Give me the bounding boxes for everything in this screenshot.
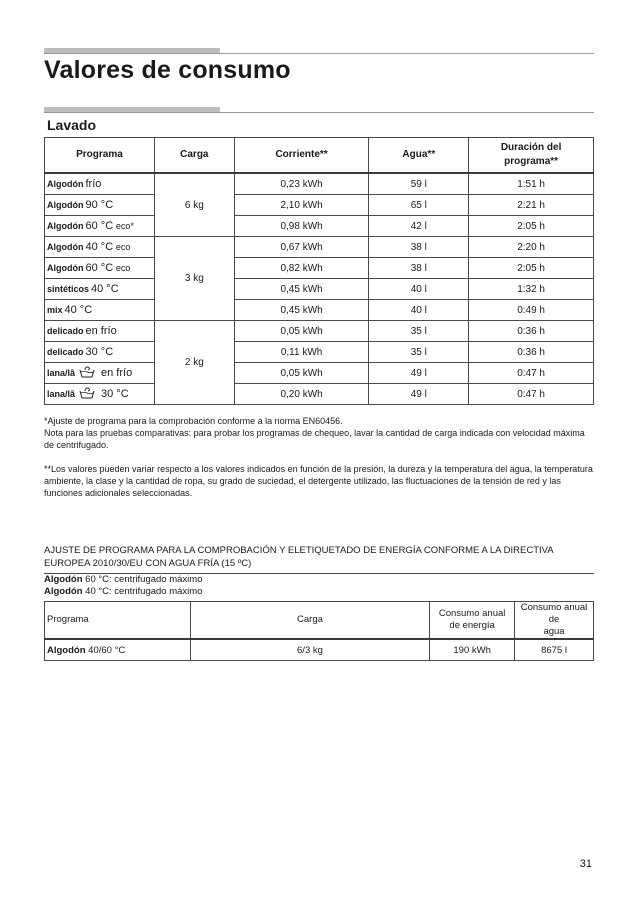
header-carga: Carga (154, 138, 234, 174)
page-number: 31 (579, 858, 592, 870)
row-agua: 38 l (369, 237, 469, 258)
table-row (45, 195, 594, 216)
row-agua: 40 l (369, 279, 469, 300)
row-agua: 40 l (369, 300, 469, 321)
row-corriente: 0,45 kWh (234, 279, 369, 300)
footnote-1 (44, 415, 596, 451)
row-programa (45, 237, 155, 258)
annual-row-energia: 190 kWh (430, 639, 515, 661)
annual-table-header-row (45, 602, 594, 640)
program-name: delicado (47, 347, 84, 357)
program-name: delicado (47, 326, 84, 336)
row-agua: 49 l (369, 384, 469, 405)
program-name: Algodón (47, 242, 84, 252)
row-corriente: 0,11 kWh (234, 342, 369, 363)
row-agua: 42 l (369, 216, 469, 237)
annual-row-carga: 6/3 kg (190, 639, 429, 661)
handwash-basin-icon (79, 387, 95, 402)
program-mode: eco (115, 263, 131, 273)
table-row (45, 279, 594, 300)
table-row (45, 363, 594, 384)
program-temperature: 90 °C (85, 199, 114, 211)
wash-consumption-table (44, 137, 594, 405)
program-name: sintéticos (47, 284, 90, 294)
row-programa (45, 173, 155, 195)
table-row (45, 216, 594, 237)
row-duracion: 0:36 h (469, 342, 594, 363)
row-programa (45, 195, 155, 216)
row-corriente: 2,10 kWh (234, 195, 369, 216)
header-agua: Agua** (369, 138, 469, 174)
program-name: Algodón (47, 263, 84, 273)
row-duracion: 2:05 h (469, 258, 594, 279)
row-corriente: 0,05 kWh (234, 321, 369, 342)
row-programa (45, 258, 155, 279)
annual-row-program-name: Algodón (47, 644, 86, 656)
table-row (45, 384, 594, 405)
energy-program-2-name: Algodón (44, 586, 83, 597)
annual-header-energia-line2: de energía (449, 620, 495, 631)
program-temperature: en frío (85, 325, 117, 337)
energy-program-2-desc: 40 °C: centrifugado máximo (85, 586, 203, 597)
footnote-1-line1: *Ajuste de programa para la comprobación conforme a la norma EN60456. (44, 416, 343, 426)
annual-header-carga: Carga (190, 602, 429, 640)
annual-header-energia (430, 602, 515, 640)
table-row (45, 321, 594, 342)
row-corriente: 0,05 kWh (234, 363, 369, 384)
row-carga: 6 kg (154, 173, 234, 237)
annual-header-programa: Programa (45, 602, 191, 640)
program-temperature: 60 °C (85, 220, 114, 232)
section-title: Lavado (47, 117, 97, 133)
header-duracion-line1: Duración del (500, 142, 562, 153)
title-rule (44, 53, 594, 54)
program-temperature: 30 °C (85, 346, 114, 358)
program-name: Algodón (47, 179, 84, 189)
row-programa (45, 216, 155, 237)
page-title: Valores de consumo (44, 56, 291, 84)
energy-program-line-2 (44, 586, 594, 598)
row-carga: 2 kg (154, 321, 234, 405)
handwash-basin-icon (79, 366, 95, 381)
row-corriente: 0,82 kWh (234, 258, 369, 279)
program-name: mix (47, 305, 63, 315)
program-name: lana/lã (47, 388, 76, 399)
table-row (45, 342, 594, 363)
row-duracion: 2:05 h (469, 216, 594, 237)
row-programa (45, 279, 155, 300)
row-duracion: 2:20 h (469, 237, 594, 258)
table-header-row (45, 138, 594, 174)
energy-label-programs (44, 574, 594, 598)
table-row (45, 300, 594, 321)
program-name: Algodón (47, 200, 84, 210)
energy-program-line-1 (44, 574, 594, 586)
annual-header-energia-line1: Consumo anual (438, 608, 506, 619)
table-row (45, 173, 594, 195)
annual-row-program-temp: 40/60 °C (88, 644, 126, 656)
program-mode: eco (115, 242, 131, 252)
header-corriente: Corriente** (234, 138, 369, 174)
row-corriente: 0,23 kWh (234, 173, 369, 195)
row-duracion: 2:21 h (469, 195, 594, 216)
row-programa (45, 384, 155, 405)
energy-program-1-desc: 60 °C: centrifugado máximo (85, 574, 203, 585)
program-temperature: 40 °C (91, 283, 119, 295)
program-temperature: 40 °C (64, 304, 93, 316)
annual-header-agua-line2: agua (543, 626, 565, 637)
footnote-2 (44, 463, 596, 499)
row-duracion: 1:32 h (469, 279, 594, 300)
section-rule (44, 112, 594, 113)
annual-header-agua (515, 602, 594, 640)
energy-program-1-name: Algodón (44, 574, 83, 585)
row-programa (45, 363, 155, 384)
annual-consumption-table (44, 601, 594, 661)
footnote-2-text: **Los valores pueden variar respecto a los valores indicados en función de la presión, la dureza y la temperatura del agua, la temperatura ambiente, la clase y la cantidad de ropa, su grado de suciedad, el detergente utilizado, las fluctuaciones de la tensión de red y las funciones adicionales seleccionadas. (44, 464, 593, 498)
row-duracion: 0:47 h (469, 363, 594, 384)
program-temperature: 30 °C (101, 387, 129, 400)
table-row (45, 258, 594, 279)
row-agua: 65 l (369, 195, 469, 216)
program-mode: eco* (115, 221, 134, 231)
row-programa (45, 342, 155, 363)
row-agua: 59 l (369, 173, 469, 195)
row-corriente: 0,20 kWh (234, 384, 369, 405)
row-agua: 38 l (369, 258, 469, 279)
header-programa: Programa (45, 138, 155, 174)
program-name: Algodón (47, 221, 84, 231)
row-duracion: 1:51 h (469, 173, 594, 195)
row-agua: 35 l (369, 342, 469, 363)
program-temperature: en frío (101, 366, 133, 379)
annual-header-agua-line1: Consumo anual de (520, 602, 588, 625)
annual-row-programa (45, 639, 191, 661)
row-programa (45, 300, 155, 321)
row-corriente: 0,67 kWh (234, 237, 369, 258)
header-duracion (469, 138, 594, 174)
header-duracion-line2: programa** (504, 156, 559, 167)
energy-label-heading: AJUSTE DE PROGRAMA PARA LA COMPROBACIÓN Y ELETIQUETADO DE ENERGÍA CONFORME A LA DIRECTIVA EUROPEA 2010/30/EU CON AGUA FRÍA (15 ºC) (44, 544, 594, 574)
row-agua: 35 l (369, 321, 469, 342)
row-agua: 49 l (369, 363, 469, 384)
program-temperature: 40 °C (85, 241, 114, 253)
footnote-1-line2: Nota para las pruebas comparativas: para probar los programas de chequeo, lavar la cantidad de carga indicada con velocidad máxima de centrifugado. (44, 428, 585, 450)
row-duracion: 0:47 h (469, 384, 594, 405)
row-corriente: 0,45 kWh (234, 300, 369, 321)
program-temperature: 60 °C (85, 262, 114, 274)
table-row (45, 237, 594, 258)
program-name: lana/lã (47, 367, 76, 378)
annual-table-row (45, 639, 594, 661)
row-corriente: 0,98 kWh (234, 216, 369, 237)
row-carga: 3 kg (154, 237, 234, 321)
annual-row-agua: 8675 l (515, 639, 594, 661)
program-temperature: frío (85, 178, 102, 190)
row-duracion: 0:36 h (469, 321, 594, 342)
row-duracion: 0:49 h (469, 300, 594, 321)
row-programa (45, 321, 155, 342)
